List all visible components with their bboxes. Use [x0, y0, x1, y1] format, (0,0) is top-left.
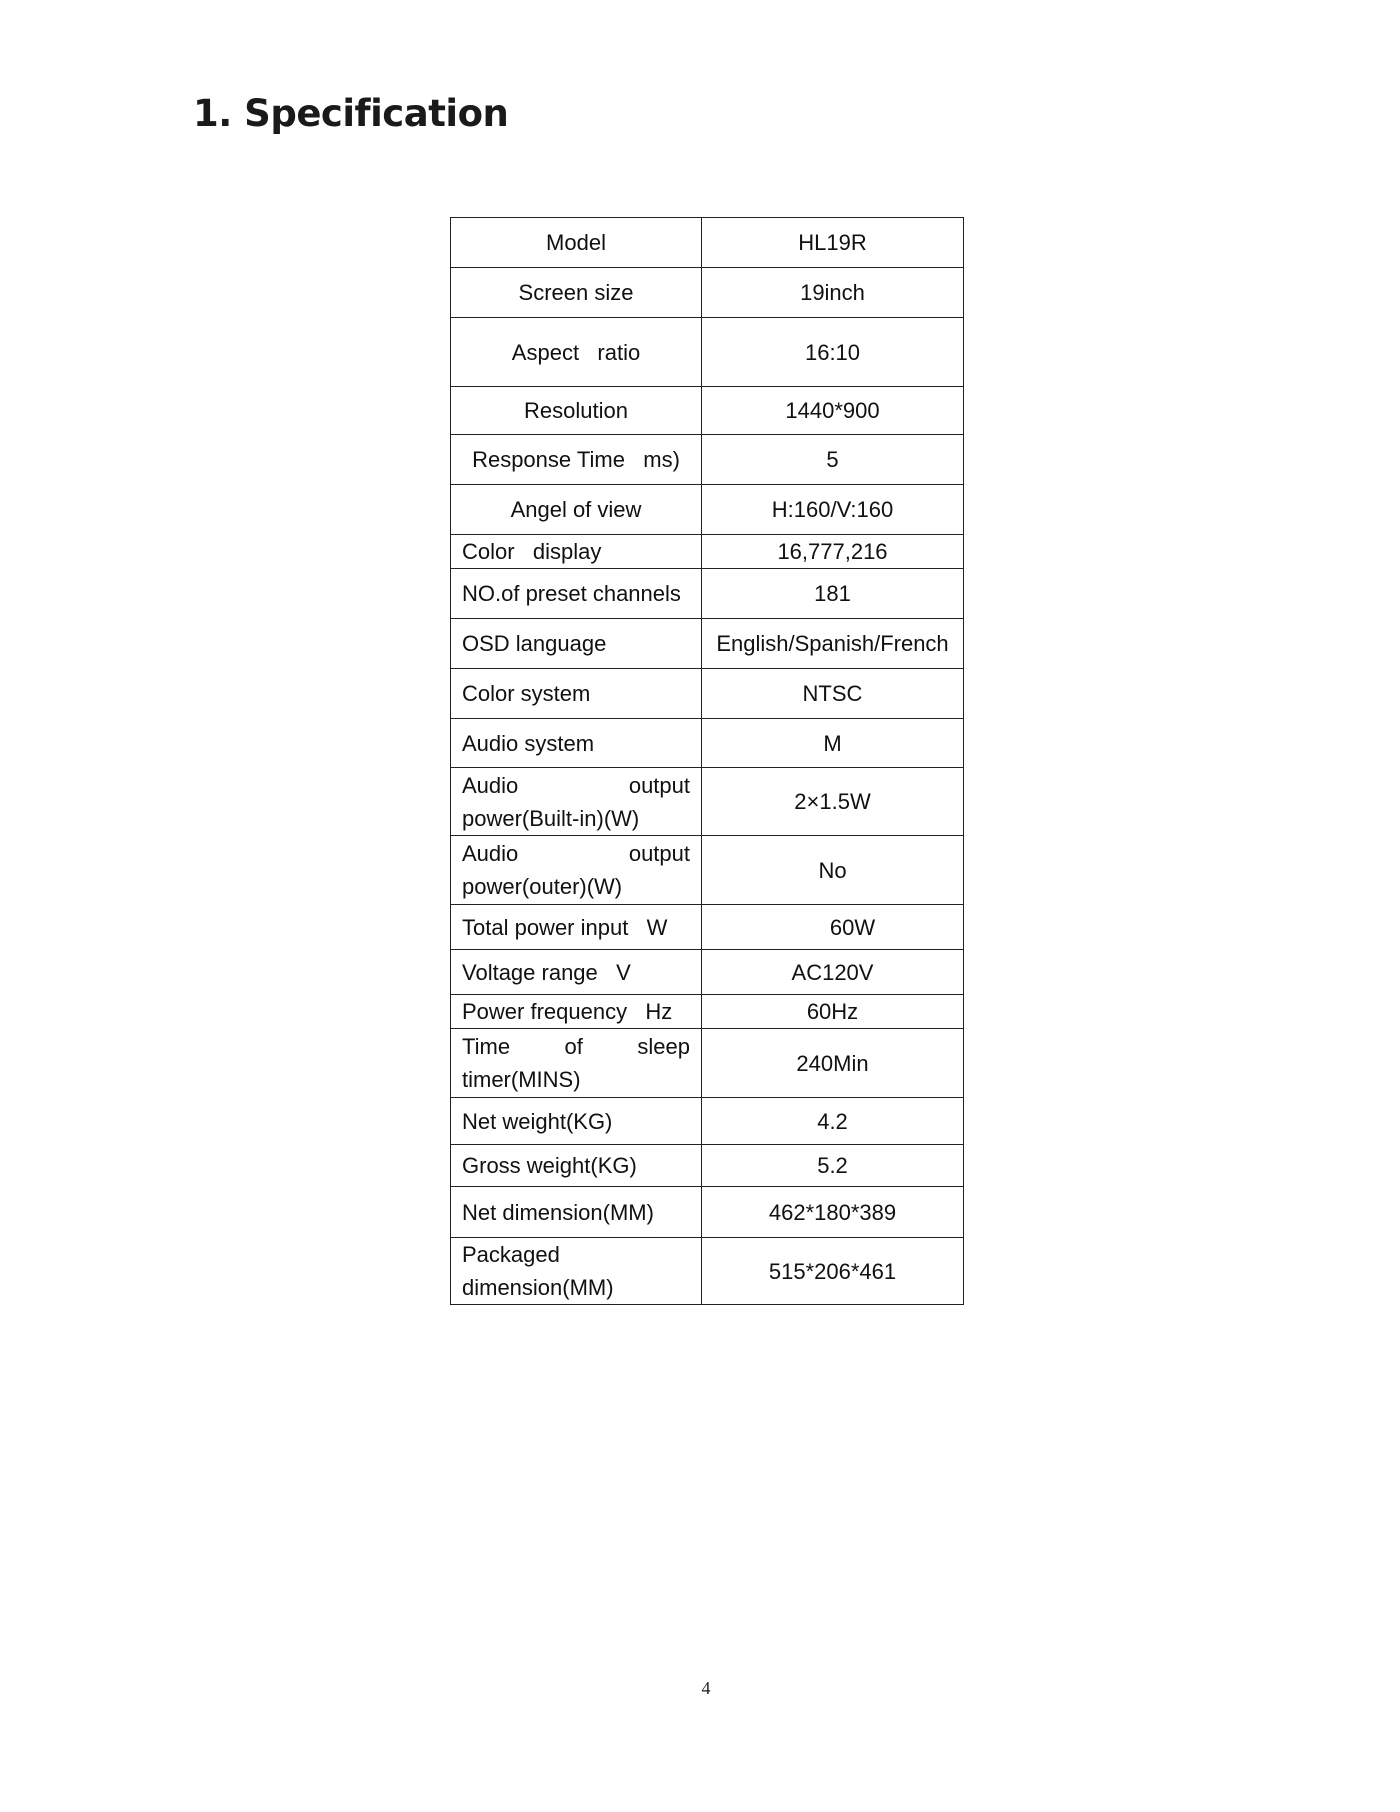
spec-value: HL19R	[702, 218, 964, 268]
spec-value: 515*206*461	[702, 1238, 964, 1305]
table-row	[451, 535, 964, 569]
table-row	[451, 318, 964, 387]
table-row	[451, 619, 964, 669]
spec-label: Packaged dimension(MM)	[451, 1238, 702, 1305]
spec-label: NO.of preset channels	[451, 569, 702, 619]
table-row	[451, 485, 964, 535]
table-row	[451, 569, 964, 619]
spec-label: Aspect ratio	[451, 318, 702, 387]
table-row	[451, 995, 964, 1029]
page-number: 4	[701, 1678, 711, 1698]
table-row	[451, 435, 964, 485]
spec-label: Power frequency Hz	[451, 995, 702, 1029]
spec-label: Response Time ms)	[451, 435, 702, 485]
table-row	[451, 905, 964, 950]
spec-value: 1440*900	[702, 387, 964, 435]
spec-label: Model	[451, 218, 702, 268]
spec-label: Net dimension(MM)	[451, 1187, 702, 1238]
spec-label: OSD language	[451, 619, 702, 669]
spec-value: 181	[702, 569, 964, 619]
spec-value: No	[702, 836, 964, 905]
spec-label: Audio system	[451, 719, 702, 768]
spec-value: English/Spanish/French	[702, 619, 964, 669]
spec-value: 462*180*389	[702, 1187, 964, 1238]
spec-value: NTSC	[702, 669, 964, 719]
table-row	[451, 1145, 964, 1187]
spec-label: Time of sleep timer(MINS)	[451, 1029, 702, 1098]
spec-label: Color system	[451, 669, 702, 719]
spec-label: Angel of view	[451, 485, 702, 535]
spec-value: AC120V	[702, 950, 964, 995]
spec-label: Voltage range V	[451, 950, 702, 995]
spec-label: Audio output power(outer)(W)	[451, 836, 702, 905]
spec-label: Gross weight(KG)	[451, 1145, 702, 1187]
spec-value: 16:10	[702, 318, 964, 387]
table-row	[451, 950, 964, 995]
spec-value: M	[702, 719, 964, 768]
table-row	[451, 218, 964, 268]
spec-label: Net weight(KG)	[451, 1098, 702, 1145]
spec-label: Color display	[451, 535, 702, 569]
table-row	[451, 719, 964, 768]
spec-label: Resolution	[451, 387, 702, 435]
table-row	[451, 768, 964, 836]
spec-value: 60W	[702, 905, 964, 950]
spec-label: Audio output power(Built-in)(W)	[451, 768, 702, 836]
table-row	[451, 1187, 964, 1238]
spec-value: 5	[702, 435, 964, 485]
table-row	[451, 1238, 964, 1305]
spec-value: 16,777,216	[702, 535, 964, 569]
table-row	[451, 669, 964, 719]
spec-value: 2×1.5W	[702, 768, 964, 836]
spec-value: 5.2	[702, 1145, 964, 1187]
table-row	[451, 1098, 964, 1145]
spec-value: H:160/V:160	[702, 485, 964, 535]
spec-label: Total power input W	[451, 905, 702, 950]
table-row	[451, 387, 964, 435]
spec-value: 60Hz	[702, 995, 964, 1029]
table-row	[451, 268, 964, 318]
spec-value: 4.2	[702, 1098, 964, 1145]
spec-label: Screen size	[451, 268, 702, 318]
table-row	[451, 1029, 964, 1098]
table-row	[451, 836, 964, 905]
specification-table	[450, 217, 964, 1305]
spec-value: 19inch	[702, 268, 964, 318]
section-heading: 1. Specification	[193, 92, 509, 135]
spec-value: 240Min	[702, 1029, 964, 1098]
